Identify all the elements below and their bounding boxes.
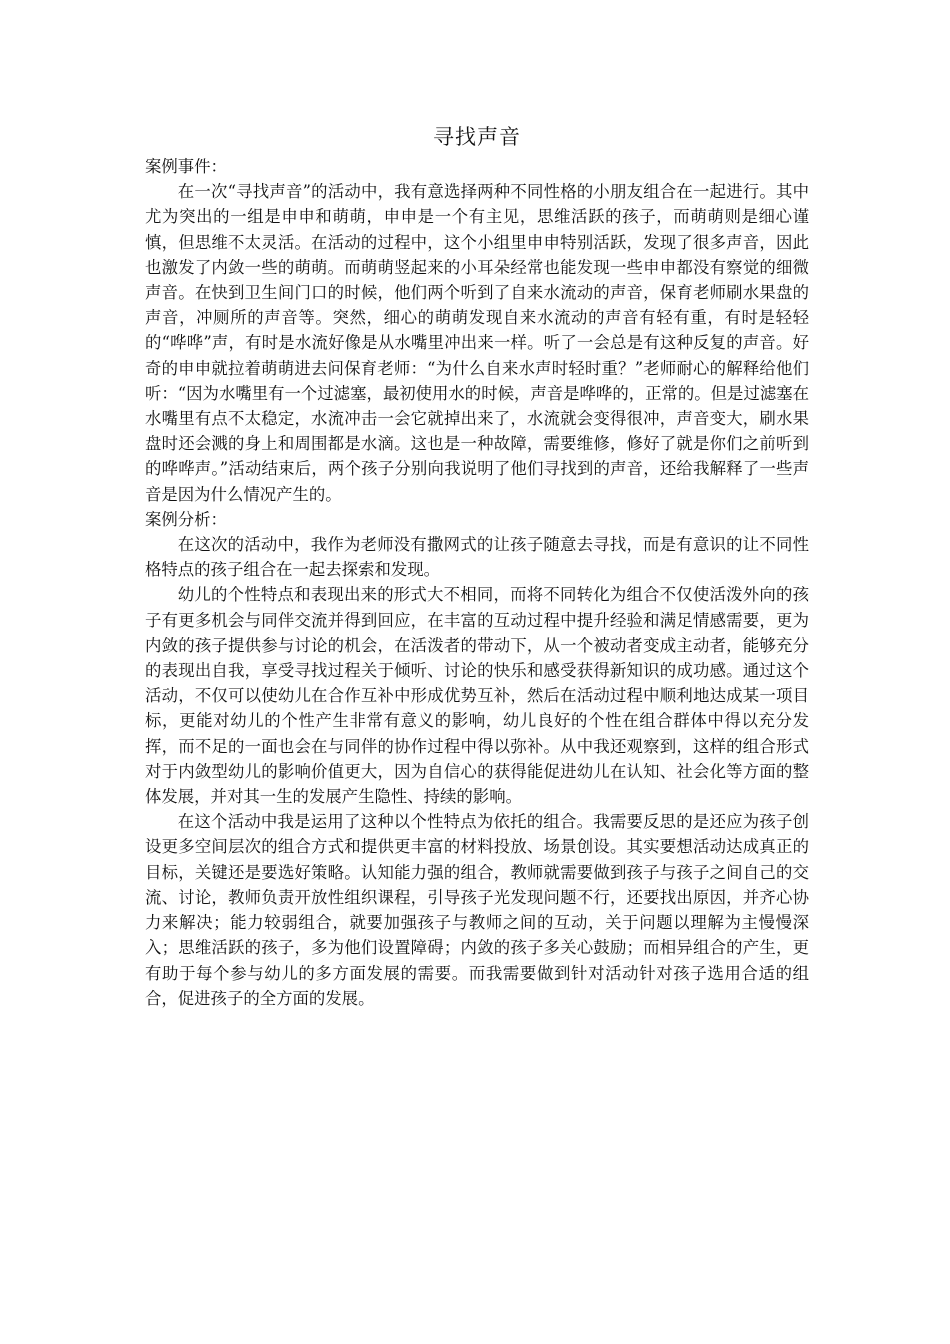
document-page [145,120,809,1011]
paragraph-analysis-3: 在这个活动中我是运用了这种以个性特点为依托的组合。我需要反思的是还应为孩子创设更多空间层次的组合方式和提供更丰富的材料投放、场景创设。其实要想活动达成真正的目标，关键还是要选好策略。认知能力强的组合，教师就需要做到孩子与孩子之间自己的交流、讨论，教师负责开放性组织课程，引导孩子光发现问题不行，还要找出原因，并齐心协力来解决；能力较弱组合，就要加强孩子与教师之间的互动，关于问题以理解为主慢慢深入；思维活跃的孩子，多为他们设置障碍；内敛的孩子多关心鼓励；而相异组合的产生，更有助于每个参与幼儿的多方面发展的需要。而我需要做到针对活动针对孩子选用合适的组合，促进孩子的全方面的发展。 [145,812,809,1008]
paragraph-analysis-1: 在这次的活动中，我作为老师没有撒网式的让孩子随意去寻找，而是有意识的让不同性格特点的孩子组合在一起去探索和发现。 [145,535,809,580]
section-label-case-event: 案例事件： [145,157,227,176]
section-label-case-analysis: 案例分析： [145,509,227,529]
section-case-analysis [145,507,809,1011]
paragraph-analysis-2: 幼儿的个性特点和表现出来的形式大不相同，而将不同转化为组合不仅使活泼外向的孩子有更多机会与同伴交流并得到回应，在丰富的互动过程中提升经验和满足情感需要，更为内敛的孩子提供参与讨论的机会，在活泼者的带动下，从一个被动者变成主动者，能够充分的表现出自我，享受寻找过程关于倾听、讨论的快乐和感受获得新知识的成功感。通过这个活动，不仅可以使幼儿在合作互补中形成优势互补，然后在活动过程中顺利地达成某一项目标，更能对幼儿的个性产生非常有意义的影响，幼儿良好的个性在组合群体中得以充分发挥，而不足的一面也会在与同伴的协作过程中得以弥补。从中我还观察到，这样的组合形式对于内敛型幼儿的影响价值更大，因为自信心的获得能促进幼儿在认知、社会化等方面的整体发展，并对其一生的发展产生隐性、持续的影响。 [145,585,809,807]
paragraph-case-event: 在一次“寻找声音”的活动中，我有意选择两种不同性格的小朋友组合在一起进行。其中尤为突出的一组是申申和萌萌，申申是一个有主见，思维活跃的孩子，而萌萌则是细心谨慎，但思维不太灵活。在活动的过程中，这个小组里申申特别活跃，发现了很多声音，因此也激发了内敛一些的萌萌。而萌萌竖起来的小耳朵经常也能发现一些申申都没有察觉的细微声音。在快到卫生间门口的时候，他们两个听到了自来水流动的声音，保育老师刷水果盘的声音，冲厕所的声音等。突然，细心的萌萌发现自来水流动的声音有轻有重，有时是轻轻的“哗哗”声，有时是水流好像是从水嘴里冲出来一样。听了一会总是有这种反复的声音。好奇的申申就拉着萌萌进去问保育老师：“为什么自来水声时轻时重？”老师耐心的解释给他们听：“因为水嘴里有一个过滤塞，最初使用水的时候，声音是哗哗的，正常的。但是过滤塞在水嘴里有点不太稳定，水流冲击一会它就掉出来了，水流就会变得很冲，声音变大，刷水果盘时还会溅的身上和周围都是水滴。这也是一种故障，需要维修，修好了就是你们之前听到的哗哗声。”活动结束后，两个孩子分别向我说明了他们寻找到的声音，还给我解释了一些声音是因为什么情况产生的。 [145,182,810,504]
document-title: 寻找声音 [433,125,521,149]
section-case-event [145,154,809,507]
